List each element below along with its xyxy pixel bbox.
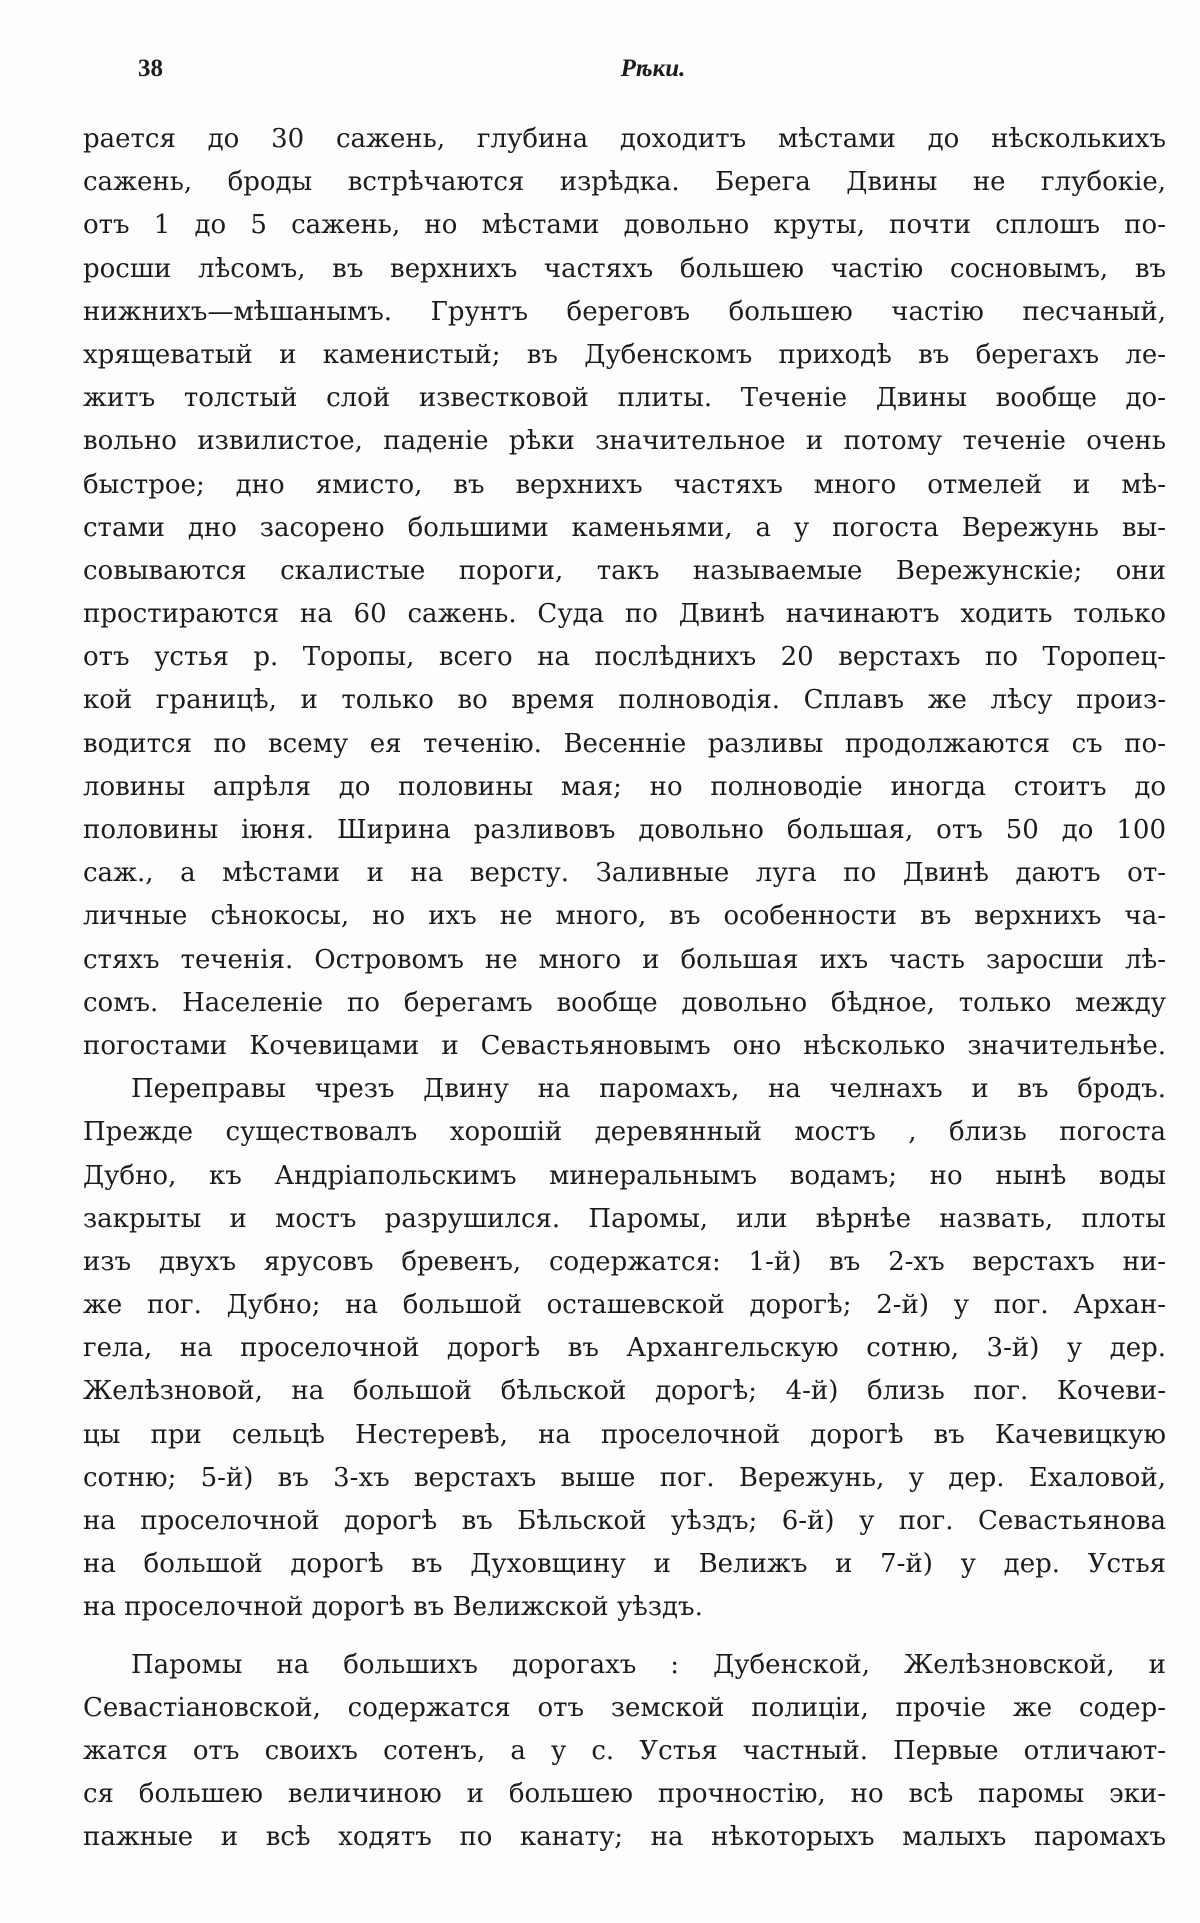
text-line: ся большею величиною и большею прочностію, но всѣ паромы эки-: [83, 1779, 1166, 1810]
page-number: 38: [138, 55, 163, 82]
text-line: быстрое; дно ямисто, въ верхнихъ частяхъ много отмелей и мѣ-: [83, 469, 1166, 500]
text-line: половины іюня. Ширина разливовъ довольно большая, отъ 50 до 100: [83, 815, 1166, 845]
text-line: цы при сельцѣ Нестеревѣ, на проселочной дорогѣ въ Качевицкую: [83, 1419, 1166, 1450]
text-line: росши лѣсомъ, въ верхнихъ частяхъ большею частію сосновымъ, въ: [83, 253, 1166, 284]
text-line: личные сѣнокосы, но ихъ не много, въ особенности въ верхнихъ ча-: [83, 901, 1166, 932]
text-line: закрыты и мостъ разрушился. Паромы, или вѣрнѣе назвать, плоты: [83, 1203, 1166, 1234]
text-line: водится по всему ея теченію. Весенніе разливы продолжаются съ по-: [83, 728, 1166, 759]
text-line: Севастіановской, содержатся отъ земской полиціи, прочіе же содер-: [83, 1692, 1166, 1723]
running-title: Рѣки.: [620, 55, 686, 82]
text-line: сотню; 5-й) въ 3-хъ верстахъ выше пог. Вережунь, у дер. Ехаловой,: [83, 1462, 1166, 1493]
text-line: Дубно, къ Андріапольскимъ минеральнымъ водамъ; но нынѣ воды: [83, 1160, 1166, 1191]
text-line: стяхъ теченія. Островомъ не много и большая ихъ часть заросши лѣ-: [83, 944, 1166, 975]
text-line: на проселочной дорогѣ въ Велижской уѣздъ.: [83, 1592, 703, 1623]
text-line: жатся отъ своихъ сотенъ, а у с. Устья частный. Первые отличают-: [83, 1735, 1166, 1766]
text-line: ловины апрѣля до половины мая; но полноводіе иногда стоитъ до: [83, 771, 1166, 802]
text-line: на большой дорогѣ въ Духовщину и Велижъ и 7-й) у дер. Устья: [83, 1549, 1166, 1580]
text-line: стами дно засорено большими каменьями, а у погоста Вережунь вы-: [83, 512, 1166, 543]
text-line: простираются на 60 сажень. Суда по Двинѣ начинаютъ ходить только: [83, 599, 1166, 630]
text-line: отъ устья р. Торопы, всего на послѣднихъ 20 верстахъ по Торопец-: [83, 642, 1166, 673]
text-line: же пог. Дубно; на большой осташевской дорогѣ; 2-й) у пог. Архан-: [83, 1290, 1166, 1321]
text-line: Желѣзновой, на большой бѣльской дорогѣ; 4-й) близь пог. Кочеви-: [83, 1376, 1166, 1407]
text-line: гела, на проселочной дорогѣ въ Архангельскую сотню, 3-й) у дер.: [83, 1333, 1166, 1364]
text-line: саж., а мѣстами и на версту. Заливные луга по Двинѣ даютъ от-: [83, 858, 1166, 889]
text-line: сомъ. Населеніе по берегамъ вообще довольно бѣдное, только между: [83, 987, 1166, 1018]
text-line: на проселочной дорогѣ въ Бѣльской уѣздъ; 6-й) у пог. Севастьянова: [83, 1506, 1166, 1536]
text-line: отъ 1 до 5 сажень, но мѣстами довольно круты, почти сплошъ по-: [83, 210, 1166, 241]
text-line: Переправы чрезъ Двину на паромахъ, на челнахъ и въ бродъ.: [131, 1074, 1166, 1105]
text-line: погостами Кочевицами и Севастьяновымъ оно нѣсколько значительнѣе.: [83, 1030, 1166, 1061]
body-text: [83, 118, 1166, 1860]
paragraph-gap: [83, 1630, 1166, 1644]
text-line: рается до 30 сажень, глубина доходитъ мѣстами до нѣсколькихъ: [83, 124, 1166, 154]
text-line: пажные и всѣ ходятъ по канату; на нѣкоторыхъ малыхъ паромахъ: [83, 1822, 1166, 1853]
text-line: нижнихъ—мѣшанымъ. Грунтъ береговъ большею частію песчаный,: [83, 296, 1166, 327]
page-header: [138, 55, 1168, 95]
text-line: вольно извилистое, паденіе рѣки значительное и потому теченіе очень: [83, 426, 1166, 457]
text-line: сажень, броды встрѣчаются изрѣдка. Берега Двины не глубокіе,: [83, 167, 1166, 198]
text-line: кой границѣ, и только во время полноводія. Сплавъ же лѣсу произ-: [83, 685, 1166, 716]
text-line: хрящеватый и каменистый; въ Дубенскомъ приходѣ въ берегахъ ле-: [83, 339, 1166, 370]
text-line: изъ двухъ ярусовъ бревенъ, содержатся: 1-й) въ 2-хъ верстахъ ни-: [83, 1246, 1166, 1277]
text-line: Прежде существовалъ хорошій деревянный мостъ , близь погоста: [83, 1117, 1166, 1148]
text-line: Паромы на большихъ дорогахъ : Дубенской, Желѣзновской, и: [131, 1649, 1166, 1680]
text-line: житъ толстый слой известковой плиты. Теченіе Двины вообще до-: [83, 383, 1166, 414]
text-line: совываются скалистые пороги, такъ называемые Вережунскіе; они: [83, 555, 1166, 586]
